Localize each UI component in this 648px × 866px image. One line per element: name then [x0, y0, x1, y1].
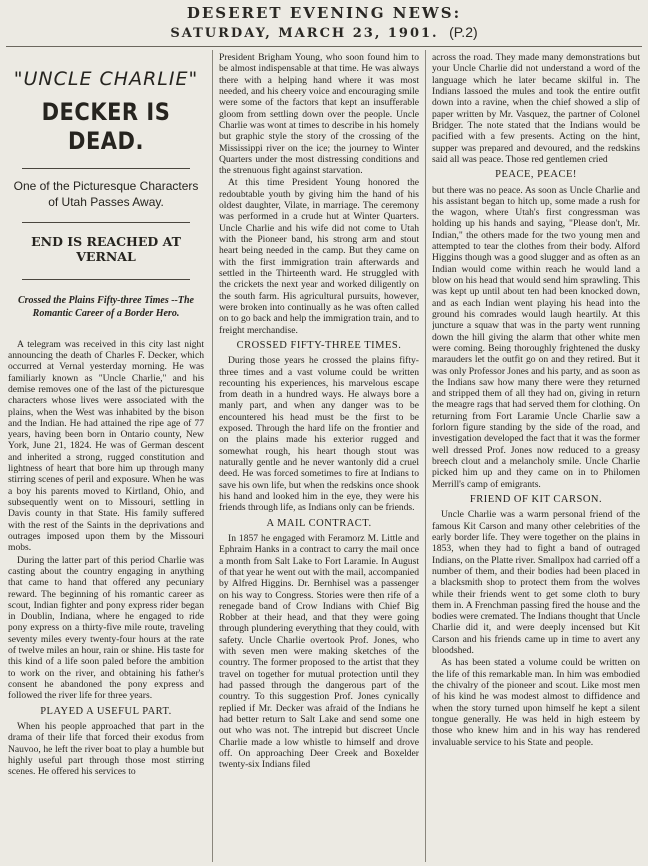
paragraph: During those years he crossed the plains fifty-three times and a vast volume could be written recounting his experiences, his marvelous escape from death in a hundred ways. He always bore a manly part, and when any danger was to be encountered his head must be the first to be exposed. Through the hard life on the frontier and on the plains made his exterior rugged and somewhat rough, his heart though stout was naturally gentle and he never wantonly did a cruel deed. He was forced sometimes to fire at Indians to save his own life, but when the redskins once shook his hand and looked him in the eye, they were his friends through life, as Indians only can be friends. [219, 355, 419, 514]
date-text: SATURDAY, MARCH 23, 1901. [170, 26, 439, 41]
header-rule [6, 46, 642, 47]
paragraph: When his people approached that part in the drama of their life that forced their exodus from Nauvoo, he left the river boat to play a humble but highly useful part through those most stirring scenes. He offered his services to [8, 721, 204, 778]
paragraph: Uncle Charlie was a warm personal friend of the famous Kit Carson and many other celebrities of the early border life. They were together on the plains in 1853, when they had to fight a band of outraged Indians, on the Platte river. Smallpox had carried off a number of them, and their bodies had been placed in a blacksmith shop to protect them from the wolves while their friends went to get some cloth to bury them in. A Frenchman passing fired the house and the bodies were cremated. The Indians thought that Uncle Charlie did it, and were deeply incensed but Kit Carson and his friends came up in time to avert any bloodshed. [432, 509, 640, 657]
subheadline-crossed-plains: Crossed the Plains Fifty-three Times --The Romantic Career of a Border Hero. [17, 294, 194, 320]
headline-rule [22, 168, 190, 169]
headline-rule [22, 279, 190, 280]
paragraph: As has been stated a volume could be written on the life of this remarkable man. In him was embodied the chivalry of the pioneer and scout. Like most men of his kind he was modest almost to diffidence and when the story turned upon himself he kept a silent tongue generally. He was held in high esteem by those who knew him and in his way has rendered invaluable service to his State and people. [432, 657, 640, 748]
column-divider-2 [425, 50, 426, 862]
headline-uncle-charlie: "UNCLE CHARLIE" [13, 68, 199, 90]
column-1 [8, 52, 204, 862]
subheadline-picturesque: One of the Picturesque Characters of Utah Passes Away. [13, 178, 199, 209]
paragraph: At this time President Young honored the redoubtable youth by giving him the hand of his oldest daughter, Vilate, in marriage. The ceremony was performed in a crude hut at Winter Quarters. Uncle Charlie and his wife did not come to Utah with the Pioneer band, his strong arm and stout heart being needed in the camp. But they came on with the first immigration train afterwards and settled in the Thirteenth ward. He struggled with the crickets the next year and worked diligently on the south farm. His agricultural pursuits, however, were broken into continually as he was often called on to go back and help the immigration train, and to freight merchandise. [219, 177, 419, 336]
paragraph: A telegram was received in this city last night announcing the death of Charles F. Decker, which occurred at Vernal yesterday morning. He was familiarly known as "Uncle Charlie," and his demise removes one of the last of the picturesque characters whose lives were associated with the plains, when the West was inhabited by the bison and the Indian. He had attained the ripe age of 77 years, having been born in Ontario county, New York, June 21, 1824. He was of German descent and inherited a strong, rugged constitution and lightness of heart that bore him up through many stirring scenes of peril and exposure. When he was a boy his parents moved to Kirtland, Ohio, and subsequently went on to Missouri, settling in Davis county in that State. His family suffered with the rest of the Saints in the deprivations and outrages imposed upon them by the Missouri mobs. [8, 338, 204, 554]
paragraph: During the latter part of this period Charlie was casting about the country engaging in anything that came to hand that offered any pecuniary reward. The beginning of his romantic career as scout, Indian fighter and pony express rider began in Doublin, Indiana, where he engaged to ride pony express on a thirty-five mile route, traveling seventy miles every twenty-four hours at the rate of twelve miles an hour, rain or shine. His taste for this kind of a life soon paled before the ambition to work on the river, and obtaining his father's consent he abandoned the pony express and followed the river life for three years. [8, 554, 204, 702]
paragraph: across the road. They made many demonstrations but your Uncle Charlie did not understand a word of the language which he later became skilful in. The Indians lassoed the mules and took the entire outfit down into a ravine, when the chief showed a slip of paper written by Mr. Vasquez, the partner of Colonel Bridger. The note stated that the Indians would be pacified with a few presents. Acting on the hint, supper was prepared and devoured, and the redskins said all was peace. Those red gentlemen cried [432, 52, 640, 165]
dateline [0, 24, 648, 41]
masthead: DESERET EVENING NEWS: [186, 4, 462, 22]
headline-decker-dead: DECKER IS DEAD. [41, 98, 171, 155]
paragraph: President Brigham Young, who soon found him to be almost indispensable at that time. He was always there with a helping hand where it was most needed, and his cheery voice and encouraging smile were some of the factors that kept an insufferable gloom from settling down over the people. Uncle Charlie was wont at times to describe in his homely but graphic style the story of the crossing of the Mississippi river on the ice; the journey to Winter Quarters under the most distressing conditions and the strenuous fight against starvation. [219, 52, 419, 177]
column-divider-1 [212, 50, 213, 862]
section-heading: CROSSED FIFTY-THREE TIMES. [236, 339, 402, 351]
section-heading: PEACE, PEACE! [495, 169, 577, 181]
column-2 [219, 52, 419, 862]
paragraph: In 1857 he engaged with Feramorz M. Little and Ephraim Hanks in a contract to carry the mail once a month from Salt Lake to Fort Laramie. In August of that year he went out with the mail, accompanied by Alfred Higgins. Dr. Bernhisel was a passenger on his way to Congress. Stories were then rife of a renegade band of Crow Indians with Chief Big Robber at their head, and that they were going through plundering everything that they could, with safety. Uncle Charlie overtook Prof. Jones, who with seven men were making sketches of the country. The former proposed to the artist that they travel on together for mutual protection until they had passed through the dangerous part of the country. To this suggestion Prof. Jones cynically replied if Mr. Decker was afraid of the Indians he had better return to Salt Lake and send some one out who was not. The intrepid but discreet Uncle Charlie made a low whistle to himself and drove off. On approaching Deer Creek and Boxelder twenty-six Indians filed [219, 532, 419, 771]
headline-rule [22, 222, 190, 223]
section-heading: FRIEND OF KIT CARSON. [469, 493, 603, 505]
section-heading: A MAIL CONTRACT. [266, 517, 372, 529]
page-note: (P.2) [449, 24, 478, 40]
section-heading: PLAYED A USEFUL PART. [40, 705, 172, 717]
paragraph: but there was no peace. As soon as Uncle Charlie and his assistant began to hitch up, some made a rush for the wagon, where Utah's first congressman was holding up his hands and saying, "Please don't, Mr. Indian," the others made for the two young men and attempted to tear the clothes from their body. Alford Higgins though was a good slugger and as often as an Indian would come within reach he would land a blow on his head that would send him sprawling. This was kept up until about ten had been knocked down, and as each Indian went playing his head into the ground his comrades would laugh heartily. At this juncture a squaw that was in the party went running down the hill giving the alarm that other white men were coming. Being thoroughly frightened the dusky marauders let the outfit go on and they retired. But it was only Professor Jones and his party, and as soon as the Indians saw how many there were they returned and stripped them of all they had on, giving in return the meagre rags that had served them for clothing. On returning from Fort Laramie Uncle Charlie saw a forlorn figure standing by the side of the road, and investigation developed the fact that it was the former well dressed Prof. Jones now reduced to a greasy breech clout and a melancholy smile. Uncle Charlie picked him up and they came on in to Philomen Merrill's camp of emigrants. [432, 184, 640, 490]
column-3 [432, 52, 640, 862]
subheadline-vernal: END IS REACHED AT VERNAL [31, 234, 181, 264]
